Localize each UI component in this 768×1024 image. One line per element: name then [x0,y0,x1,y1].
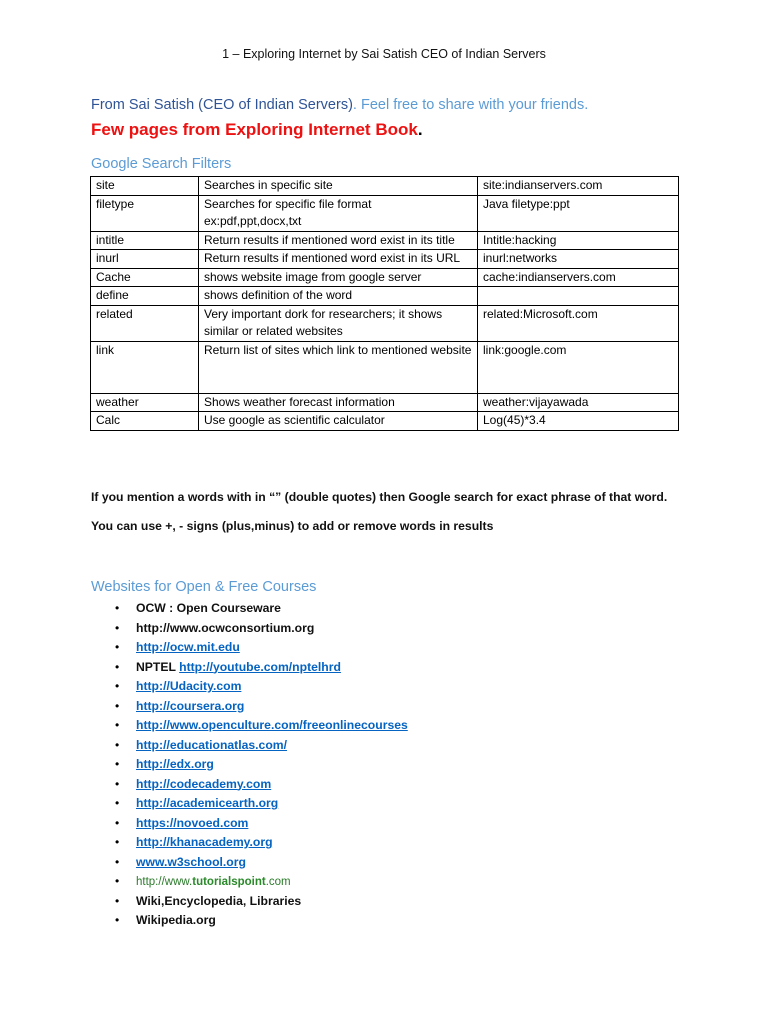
list-item [91,892,408,912]
bullet-icon: • [115,679,120,693]
list-item [91,736,408,756]
list-item [91,697,408,717]
search-filters-table [90,176,679,431]
bullet-icon: • [115,893,120,908]
filter-description: Return results if mentioned word exist in its title [199,231,478,250]
course-link-nptel[interactable]: http://youtube.com/nptelhrd [179,659,341,674]
course-text: NPTEL [136,659,180,674]
list-item [91,677,408,697]
table-row [91,177,679,196]
course-text: Wikipedia.org [136,913,216,927]
course-link-coursera[interactable]: http://coursera.org [136,698,245,713]
filter-description: Return list of sites which link to mentioned website [199,341,478,393]
course-link-educationatlas[interactable]: http://educationatlas.com/ [136,737,288,752]
filter-description: Searches for specific file format ex:pdf,ppt,docx,txt [199,195,478,231]
table-row [91,341,679,393]
filter-example: Java filetype:ppt [478,195,679,231]
table-row [91,250,679,269]
filter-name: link [91,341,199,393]
filter-example [478,287,679,306]
course-link-udacity[interactable]: http://Udacity.com [136,679,242,693]
filter-example: Log(45)*3.4 [478,412,679,431]
list-item [91,911,408,931]
bullet-icon: • [115,796,120,810]
table-row [91,231,679,250]
course-link-novoed[interactable]: https://novoed.com [136,815,249,830]
filter-example: related:Microsoft.com [478,305,679,341]
list-item [91,794,408,814]
list-item [91,833,408,853]
bullet-icon: • [115,913,120,927]
filter-name: Calc [91,412,199,431]
bullet-icon: • [115,659,120,674]
filters-heading: Google Search Filters [91,156,232,172]
filter-example: Intitle:hacking [478,231,679,250]
list-item [91,619,408,639]
filter-example: inurl:networks [478,250,679,269]
filter-name: define [91,287,199,306]
list-item [91,716,408,736]
bullet-icon: • [115,698,120,713]
bullet-icon: • [115,815,120,830]
course-text: OCW : Open Courseware [136,601,281,615]
list-item [91,755,408,775]
filter-description: shows website image from google server [199,268,478,287]
list-item [91,853,408,873]
bullet-icon: • [115,835,120,849]
bullet-icon: • [115,854,120,869]
filter-name: related [91,305,199,341]
filter-description: Searches in specific site [199,177,478,196]
intro-author: From Sai Satish (CEO of Indian Servers) [91,97,353,113]
list-item [91,599,408,619]
list-item [91,814,408,834]
bullet-icon: • [115,718,120,732]
table-row [91,287,679,306]
list-item [91,872,408,892]
course-link-codecademy[interactable]: http://codecademy.com [136,776,272,791]
filter-example: site:indianservers.com [478,177,679,196]
course-text: http://www.ocwconsortium.org [136,620,315,635]
courses-heading: Websites for Open & Free Courses [91,579,317,595]
page-header: 1 – Exploring Internet by Sai Satish CEO of Indian Servers [222,47,546,61]
course-link-edx[interactable]: http://edx.org [136,757,214,771]
table-row [91,393,679,412]
intro-from-line [91,97,588,113]
filter-name: Cache [91,268,199,287]
list-item [91,638,408,658]
course-link-mit[interactable]: http://ocw.mit.edu [136,640,240,654]
bullet-icon: • [115,601,120,615]
intro-book-title [91,120,423,140]
filter-name: inurl [91,250,199,269]
course-text: Wiki,Encyclopedia, Libraries [136,893,302,908]
filter-name: filetype [91,195,199,231]
course-link-openculture[interactable]: http://www.openculture.com/freeonlinecourses [136,718,408,732]
filter-description: Use google as scientific calculator [199,412,478,431]
quotes-note: If you mention a words with in “” (double quotes) then Google search for exact phrase of that word. [91,490,668,504]
tutorialspoint-suffix: .com [265,876,291,888]
list-item [91,658,408,678]
course-link-w3school[interactable]: www.w3school.org [136,854,246,869]
filter-name: site [91,177,199,196]
intro-share-note: . Feel free to share with your friends. [352,97,589,113]
filter-example: link:google.com [478,341,679,393]
signs-note: You can use +, - signs (plus,minus) to add or remove words in results [91,519,494,533]
filter-description: shows definition of the word [199,287,478,306]
table-row [91,412,679,431]
book-title-text: Few pages from Exploring Internet Book [91,120,418,139]
filter-name: weather [91,393,199,412]
filter-description: Very important dork for researchers; it shows similar or related websites [199,305,478,341]
tutorialspoint-name: tutorialspoint [192,876,266,888]
bullet-icon: • [115,640,120,654]
bullet-icon: • [115,776,120,791]
course-link-academicearth[interactable]: http://academicearth.org [136,796,279,810]
filter-name: intitle [91,231,199,250]
course-link-khanacademy[interactable]: http://khanacademy.org [136,835,273,849]
bullet-icon: • [115,874,120,888]
table-row [91,268,679,287]
list-item [91,775,408,795]
table-row [91,195,679,231]
tutorialspoint-prefix: http://www. [136,876,193,888]
filter-description: Shows weather forecast information [199,393,478,412]
filter-example: weather:vijayawada [478,393,679,412]
filter-example: cache:indianservers.com [478,268,679,287]
table-row [91,305,679,341]
bullet-icon: • [115,620,120,635]
filter-description: Return results if mentioned word exist in its URL [199,250,478,269]
bullet-icon: • [115,737,120,752]
courses-list [91,599,408,931]
book-title-dot: . [417,120,423,139]
bullet-icon: • [115,757,120,771]
